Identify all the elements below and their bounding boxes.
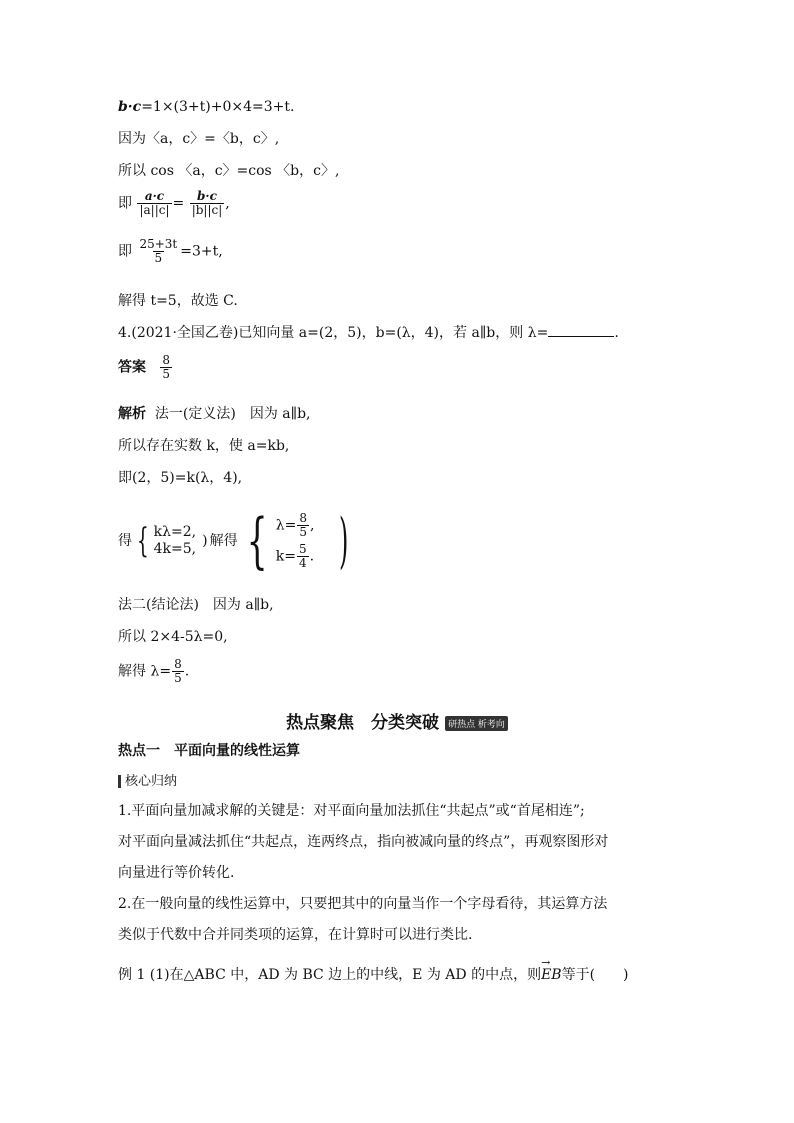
- point2-line2: 类似于代数中合并同类项的运算，在计算时可以进行类比.: [118, 927, 473, 943]
- line-angle-equal: 因为〈a，c〉=〈b，c〉,: [118, 131, 280, 147]
- point1-line2: 对平面向量减法抓住“共起点，连两终点，指向被减向量的终点”，再观察图形对: [118, 834, 609, 850]
- point2-line1: 2.在一般向量的线性运算中，只要把其中的向量当作一个字母看待，其运算方法: [118, 896, 608, 912]
- question-4: [118, 324, 619, 342]
- analysis-label: 解析: [118, 406, 146, 422]
- section-title: [0, 708, 794, 733]
- point1-line3: 向量进行等价转化.: [118, 865, 235, 881]
- de-prefix: 得: [118, 533, 132, 549]
- equation-system-line: [118, 496, 356, 586]
- example-text: 例 1 (1)在△ABC 中，AD 为 BC 边上的中线，E 为 AD 的中点，则: [118, 967, 542, 983]
- line-solution-lambda: [118, 658, 189, 685]
- lambda-prefix: 解得 λ=: [118, 663, 172, 680]
- fraction-denominator: 5: [299, 525, 308, 539]
- k-eq: k=: [275, 548, 296, 565]
- solution-lambda: [276, 512, 315, 539]
- right-paren: ): [339, 506, 349, 576]
- fraction-numerator: 5: [299, 542, 307, 556]
- line-fraction-equal: [118, 190, 230, 217]
- bc-expr: b·c: [118, 99, 142, 115]
- equals-sign: =: [172, 195, 185, 212]
- example-suffix: 等于( ): [561, 967, 629, 983]
- question-text: 4.(2021·全国乙卷)已知向量 a=(2，5)，b=(λ，4)，若 a∥b，则 λ=: [118, 325, 549, 341]
- lambda-eq: λ=: [275, 517, 297, 534]
- right-paren: ): [202, 533, 208, 549]
- bc-rest: =1×(3+t)+0×4=3+t.: [141, 99, 295, 115]
- period: .: [614, 325, 619, 341]
- core-label: 核心归纳: [125, 774, 178, 789]
- section-title-text: 热点聚焦 分类突破: [286, 713, 440, 733]
- point1-line1: 1.平面向量加减求解的关键是：对平面向量加法抓住“共起点”或“首尾相连”;: [118, 803, 585, 819]
- core-heading: [118, 773, 177, 791]
- comma: ,: [225, 195, 230, 212]
- analysis-line: [118, 405, 311, 423]
- solution-system: [276, 512, 315, 570]
- ji-prefix: 即: [118, 195, 132, 212]
- comma: ,: [310, 517, 315, 534]
- fraction-numerator: a·c: [144, 189, 165, 203]
- ji-prefix: 即: [118, 243, 132, 260]
- lambda-fraction: [172, 658, 184, 685]
- left-brace: {: [246, 506, 268, 576]
- equation-system: [154, 524, 196, 558]
- line-bc: [118, 98, 294, 116]
- fraction-denominator: |a||c|: [139, 203, 170, 217]
- equation-2: 4k=5,: [153, 541, 197, 557]
- line-solution-t: 解得 t=5，故选 C.: [118, 293, 238, 309]
- fraction-ac: [137, 190, 171, 217]
- answer-line: [118, 354, 173, 381]
- method2-line: 法二(结论法) 因为 a∥b,: [118, 597, 274, 613]
- fraction-denominator: 4: [299, 556, 307, 570]
- answer-blank: [548, 324, 614, 337]
- jiede-label: 解得: [209, 533, 238, 549]
- period: .: [309, 548, 315, 565]
- section-tag: 研热点 析考向: [445, 716, 508, 731]
- equation-1: kλ=2,: [153, 524, 197, 540]
- fraction-bc: [190, 190, 225, 217]
- fraction-denominator: 5: [162, 367, 170, 381]
- answer-fraction: [160, 354, 172, 381]
- fraction-numerator: 8: [174, 657, 182, 671]
- hotspot-heading: 热点一 平面向量的线性运算: [118, 743, 300, 759]
- fraction-denominator: 5: [154, 251, 163, 265]
- line-rest: =3+t,: [180, 243, 223, 260]
- line-vector-eq: 即(2，5)=k(λ，4),: [118, 470, 243, 486]
- fraction-numerator: 8: [162, 353, 170, 367]
- fraction-25-3t: [137, 238, 179, 265]
- k-fraction: [297, 543, 309, 570]
- fraction-denominator: |b||c|: [191, 203, 223, 217]
- answer-label: 答案: [118, 359, 146, 376]
- line-cos-equal: 所以 cos 〈a，c〉=cos 〈b，c〉,: [118, 163, 340, 179]
- fraction-denominator: 5: [174, 671, 182, 685]
- lambda-fraction: [297, 512, 309, 539]
- line-exists-k: 所以存在实数 k，使 a=kb,: [118, 438, 290, 454]
- solution-k: [276, 543, 315, 570]
- example-1: [118, 966, 629, 984]
- analysis-text: 法一(定义法) 因为 a∥b,: [154, 406, 311, 422]
- fraction-numerator: 8: [299, 511, 308, 525]
- fraction-numerator: 25+3t: [139, 237, 178, 251]
- fraction-numerator: b·c: [197, 189, 217, 203]
- left-brace: {: [136, 521, 149, 561]
- line-25-3t: [118, 238, 223, 265]
- core-bar-icon: [118, 775, 121, 788]
- vector-eb: → EB: [541, 966, 562, 984]
- period: .: [184, 663, 190, 680]
- line-cross-product: 所以 2×4-5λ=0,: [118, 629, 228, 645]
